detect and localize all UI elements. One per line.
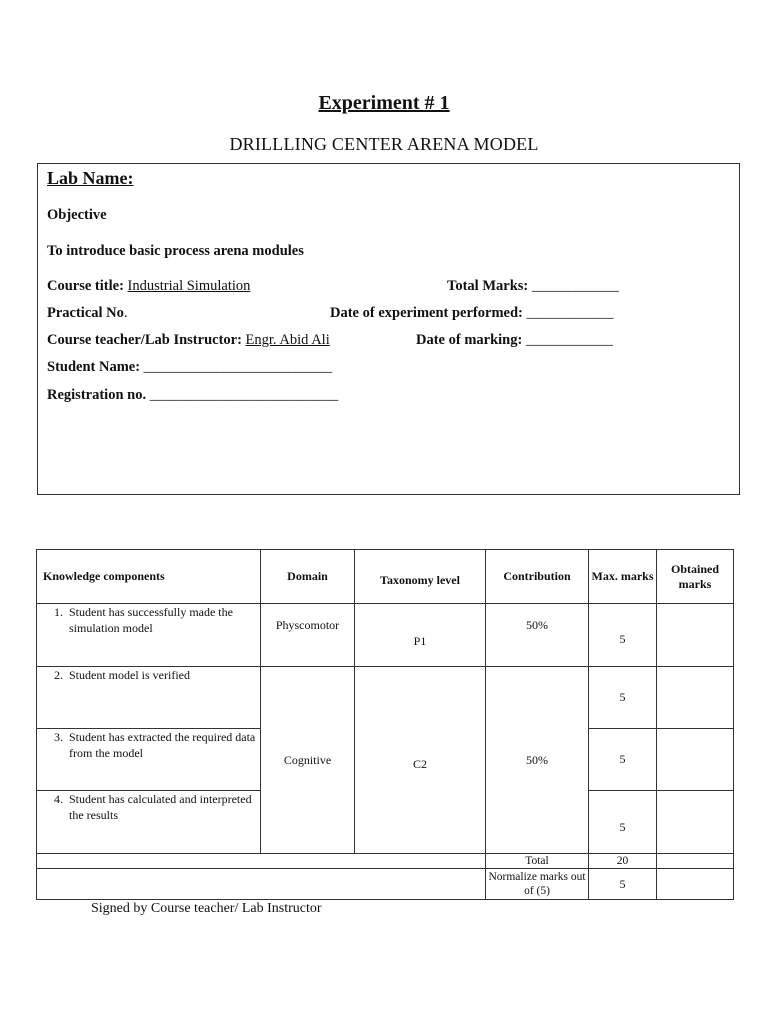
normalize-value: 5: [589, 869, 657, 900]
page-title: Experiment # 1: [318, 92, 450, 114]
item-text: Student has calculated and interpreted the results: [69, 792, 252, 822]
table-header-row: [37, 550, 734, 604]
obtained-marks-cell[interactable]: [657, 604, 734, 667]
obtained-marks-cell[interactable]: [657, 667, 734, 729]
total-blank-cell: [37, 854, 486, 869]
page-subtitle: DRILLLING CENTER ARENA MODEL: [229, 134, 539, 154]
item-cell: [37, 667, 261, 729]
knowledge-table: [36, 549, 734, 900]
teacher-field: [47, 332, 330, 349]
taxonomy-cell: C2: [355, 667, 486, 854]
item-text: Student model is verified: [69, 668, 190, 682]
contribution-cell: 50%: [486, 667, 589, 854]
date-performed-blank: ____________: [526, 305, 614, 321]
header-domain: Domain: [261, 550, 355, 604]
signed-by-text: Signed by Course teacher/ Lab Instructor: [91, 901, 322, 916]
max-marks-cell: 5: [589, 729, 657, 791]
normalize-label: Normalize marks out of (5): [486, 869, 589, 900]
course-title-value: Industrial Simulation: [127, 278, 251, 294]
item-text: Student has extracted the required data from the model: [69, 730, 256, 760]
total-obtained-cell[interactable]: [657, 854, 734, 869]
item-number: 1.: [54, 605, 63, 619]
practical-label: Practical No: [47, 305, 124, 321]
normalize-blank-cell: [37, 869, 486, 900]
header-knowledge: Knowledge components: [37, 550, 261, 604]
date-marking-label: Date of marking:: [416, 332, 523, 348]
contribution-cell: 50%: [486, 604, 589, 667]
obtained-marks-cell[interactable]: [657, 791, 734, 854]
total-value: 20: [589, 854, 657, 869]
date-marking-blank: ____________: [525, 332, 613, 348]
practical-dot: .: [123, 305, 128, 321]
info-box: [37, 163, 740, 495]
objective-label: Objective: [47, 207, 107, 223]
obtained-marks-cell[interactable]: [657, 729, 734, 791]
total-row: [37, 854, 734, 869]
item-number: 4.: [54, 792, 63, 806]
max-marks-cell: 5: [589, 791, 657, 854]
student-name-blank: __________________________: [143, 359, 333, 375]
item-cell: [37, 604, 261, 667]
header-max-marks: Max. marks: [589, 550, 657, 604]
total-marks-field: [447, 278, 619, 295]
item-cell: [37, 729, 261, 791]
header-obtained-marks: Obtained marks: [657, 550, 734, 604]
objective-text: To introduce basic process arena modules: [47, 243, 304, 259]
taxonomy-cell: P1: [355, 604, 486, 667]
practical-field: [47, 305, 128, 322]
total-marks-label: Total Marks:: [447, 278, 529, 294]
normalize-obtained-cell[interactable]: [657, 869, 734, 900]
total-label: Total: [486, 854, 589, 869]
max-marks-cell: 5: [589, 667, 657, 729]
total-marks-blank: ____________: [531, 278, 619, 294]
item-number: 2.: [54, 668, 63, 682]
course-title-label: Course title:: [47, 278, 124, 294]
teacher-label: Course teacher/Lab Instructor:: [47, 332, 242, 348]
date-performed-field: [330, 305, 613, 322]
table-row: [37, 604, 734, 667]
table-row: [37, 667, 734, 729]
date-performed-label: Date of experiment performed:: [330, 305, 523, 321]
header-contribution: Contribution: [486, 550, 589, 604]
course-title-field: [47, 278, 250, 295]
registration-label: Registration no.: [47, 387, 147, 403]
header-taxonomy: Taxonomy level: [355, 550, 486, 604]
domain-cell: Physcomotor: [261, 604, 355, 667]
item-number: 3.: [54, 730, 63, 744]
registration-field: [47, 387, 338, 404]
normalize-row: [37, 869, 734, 900]
item-text: Student has successfully made the simulation model: [69, 605, 233, 635]
student-name-field: [47, 359, 332, 376]
item-cell: [37, 791, 261, 854]
domain-cell: Cognitive: [261, 667, 355, 854]
registration-blank: __________________________: [149, 387, 339, 403]
date-marking-field: [416, 332, 613, 349]
lab-name-label: Lab Name:: [47, 168, 134, 188]
max-marks-cell: 5: [589, 604, 657, 667]
student-name-label: Student Name:: [47, 359, 141, 375]
teacher-value: Engr. Abid Ali: [245, 332, 330, 348]
